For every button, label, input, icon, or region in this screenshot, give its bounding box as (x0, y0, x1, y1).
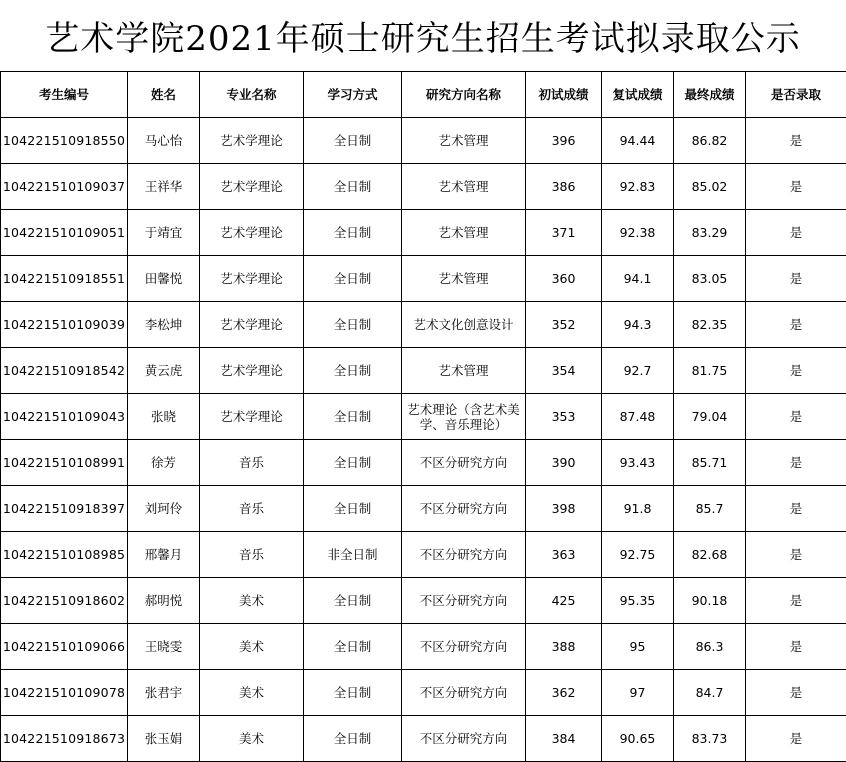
column-header-initial-score: 初试成绩 (526, 72, 602, 118)
final-score-cell: 84.7 (674, 670, 746, 716)
retest-score-cell: 92.83 (602, 164, 674, 210)
name-cell: 田馨悦 (128, 256, 200, 302)
name-cell: 李松坤 (128, 302, 200, 348)
admission-table (0, 71, 846, 762)
final-score-cell: 86.3 (674, 624, 746, 670)
exam-id-cell: 104221510918673 (1, 716, 128, 762)
retest-score-cell: 94.1 (602, 256, 674, 302)
research-direction-cell: 不区分研究方向 (402, 486, 526, 532)
name-cell: 黄云虎 (128, 348, 200, 394)
initial-score-cell: 390 (526, 440, 602, 486)
exam-id-cell: 104221510109051 (1, 210, 128, 256)
table-row (1, 440, 846, 486)
final-score-cell: 90.18 (674, 578, 746, 624)
final-score-cell: 85.02 (674, 164, 746, 210)
study-mode-cell: 全日制 (304, 118, 402, 164)
final-score-cell: 85.7 (674, 486, 746, 532)
table-row (1, 256, 846, 302)
retest-score-cell: 90.65 (602, 716, 674, 762)
table-row (1, 716, 846, 762)
table-body (1, 118, 846, 762)
initial-score-cell: 425 (526, 578, 602, 624)
column-header-research-direction: 研究方向名称 (402, 72, 526, 118)
admitted-cell: 是 (746, 302, 846, 348)
final-score-cell: 81.75 (674, 348, 746, 394)
major-cell: 艺术学理论 (200, 210, 304, 256)
major-cell: 艺术学理论 (200, 118, 304, 164)
admitted-cell: 是 (746, 624, 846, 670)
research-direction-cell: 不区分研究方向 (402, 624, 526, 670)
retest-score-cell: 93.43 (602, 440, 674, 486)
name-cell: 张晓 (128, 394, 200, 440)
table-row (1, 210, 846, 256)
table-row (1, 164, 846, 210)
exam-id-cell: 104221510108985 (1, 532, 128, 578)
major-cell: 艺术学理论 (200, 348, 304, 394)
research-direction-cell: 不区分研究方向 (402, 578, 526, 624)
initial-score-cell: 398 (526, 486, 602, 532)
final-score-cell: 86.82 (674, 118, 746, 164)
retest-score-cell: 94.44 (602, 118, 674, 164)
table-row (1, 302, 846, 348)
final-score-cell: 82.68 (674, 532, 746, 578)
exam-id-cell: 104221510918542 (1, 348, 128, 394)
research-direction-cell: 不区分研究方向 (402, 532, 526, 578)
major-cell: 音乐 (200, 532, 304, 578)
initial-score-cell: 363 (526, 532, 602, 578)
research-direction-cell: 艺术管理 (402, 164, 526, 210)
name-cell: 刘珂伶 (128, 486, 200, 532)
table-row (1, 118, 846, 164)
column-header-name: 姓名 (128, 72, 200, 118)
table-row (1, 348, 846, 394)
admitted-cell: 是 (746, 486, 846, 532)
research-direction-cell: 不区分研究方向 (402, 440, 526, 486)
exam-id-cell: 104221510109039 (1, 302, 128, 348)
final-score-cell: 79.04 (674, 394, 746, 440)
research-direction-cell: 艺术文化创意设计 (402, 302, 526, 348)
page-title: 艺术学院2021年硕士研究生招生考试拟录取公示 (0, 0, 846, 71)
research-direction-cell: 不区分研究方向 (402, 716, 526, 762)
admitted-cell: 是 (746, 256, 846, 302)
column-header-study-mode: 学习方式 (304, 72, 402, 118)
major-cell: 艺术学理论 (200, 256, 304, 302)
initial-score-cell: 384 (526, 716, 602, 762)
research-direction-cell: 艺术管理 (402, 348, 526, 394)
research-direction-cell: 艺术管理 (402, 210, 526, 256)
exam-id-cell: 104221510109043 (1, 394, 128, 440)
study-mode-cell: 全日制 (304, 670, 402, 716)
study-mode-cell: 全日制 (304, 716, 402, 762)
table-row (1, 624, 846, 670)
study-mode-cell: 全日制 (304, 302, 402, 348)
table-row (1, 532, 846, 578)
admitted-cell: 是 (746, 716, 846, 762)
exam-id-cell: 104221510918397 (1, 486, 128, 532)
table-header-row (1, 72, 846, 118)
table-row (1, 486, 846, 532)
initial-score-cell: 352 (526, 302, 602, 348)
final-score-cell: 83.73 (674, 716, 746, 762)
study-mode-cell: 全日制 (304, 578, 402, 624)
retest-score-cell: 92.75 (602, 532, 674, 578)
name-cell: 徐芳 (128, 440, 200, 486)
major-cell: 艺术学理论 (200, 394, 304, 440)
study-mode-cell: 全日制 (304, 348, 402, 394)
major-cell: 美术 (200, 624, 304, 670)
retest-score-cell: 91.8 (602, 486, 674, 532)
study-mode-cell: 全日制 (304, 440, 402, 486)
retest-score-cell: 97 (602, 670, 674, 716)
retest-score-cell: 95.35 (602, 578, 674, 624)
name-cell: 张君宇 (128, 670, 200, 716)
exam-id-cell: 104221510918550 (1, 118, 128, 164)
retest-score-cell: 94.3 (602, 302, 674, 348)
major-cell: 美术 (200, 670, 304, 716)
admitted-cell: 是 (746, 440, 846, 486)
column-header-retest-score: 复试成绩 (602, 72, 674, 118)
initial-score-cell: 388 (526, 624, 602, 670)
major-cell: 音乐 (200, 486, 304, 532)
admitted-cell: 是 (746, 394, 846, 440)
research-direction-cell: 艺术管理 (402, 256, 526, 302)
table-row (1, 578, 846, 624)
study-mode-cell: 全日制 (304, 164, 402, 210)
column-header-final-score: 最终成绩 (674, 72, 746, 118)
initial-score-cell: 354 (526, 348, 602, 394)
column-header-major: 专业名称 (200, 72, 304, 118)
major-cell: 美术 (200, 578, 304, 624)
research-direction-cell: 不区分研究方向 (402, 670, 526, 716)
major-cell: 美术 (200, 716, 304, 762)
name-cell: 王祥华 (128, 164, 200, 210)
name-cell: 王晓雯 (128, 624, 200, 670)
exam-id-cell: 104221510109037 (1, 164, 128, 210)
exam-id-cell: 104221510918602 (1, 578, 128, 624)
admitted-cell: 是 (746, 164, 846, 210)
name-cell: 于靖宜 (128, 210, 200, 256)
admitted-cell: 是 (746, 578, 846, 624)
initial-score-cell: 386 (526, 164, 602, 210)
column-header-exam-id: 考生编号 (1, 72, 128, 118)
study-mode-cell: 全日制 (304, 210, 402, 256)
initial-score-cell: 362 (526, 670, 602, 716)
initial-score-cell: 353 (526, 394, 602, 440)
admitted-cell: 是 (746, 670, 846, 716)
initial-score-cell: 371 (526, 210, 602, 256)
major-cell: 艺术学理论 (200, 302, 304, 348)
retest-score-cell: 92.7 (602, 348, 674, 394)
study-mode-cell: 全日制 (304, 624, 402, 670)
final-score-cell: 83.29 (674, 210, 746, 256)
study-mode-cell: 全日制 (304, 486, 402, 532)
exam-id-cell: 104221510109078 (1, 670, 128, 716)
major-cell: 音乐 (200, 440, 304, 486)
exam-id-cell: 104221510108991 (1, 440, 128, 486)
admitted-cell: 是 (746, 532, 846, 578)
study-mode-cell: 非全日制 (304, 532, 402, 578)
final-score-cell: 85.71 (674, 440, 746, 486)
retest-score-cell: 92.38 (602, 210, 674, 256)
study-mode-cell: 全日制 (304, 394, 402, 440)
retest-score-cell: 95 (602, 624, 674, 670)
table-row (1, 670, 846, 716)
retest-score-cell: 87.48 (602, 394, 674, 440)
research-direction-cell: 艺术理论（含艺术美学、音乐理论） (402, 394, 526, 440)
admitted-cell: 是 (746, 118, 846, 164)
exam-id-cell: 104221510918551 (1, 256, 128, 302)
initial-score-cell: 396 (526, 118, 602, 164)
admitted-cell: 是 (746, 348, 846, 394)
name-cell: 马心怡 (128, 118, 200, 164)
initial-score-cell: 360 (526, 256, 602, 302)
study-mode-cell: 全日制 (304, 256, 402, 302)
name-cell: 邢馨月 (128, 532, 200, 578)
table-row (1, 394, 846, 440)
research-direction-cell: 艺术管理 (402, 118, 526, 164)
major-cell: 艺术学理论 (200, 164, 304, 210)
final-score-cell: 82.35 (674, 302, 746, 348)
admitted-cell: 是 (746, 210, 846, 256)
final-score-cell: 83.05 (674, 256, 746, 302)
exam-id-cell: 104221510109066 (1, 624, 128, 670)
name-cell: 张玉娟 (128, 716, 200, 762)
column-header-admitted: 是否录取 (746, 72, 846, 118)
name-cell: 郝明悦 (128, 578, 200, 624)
